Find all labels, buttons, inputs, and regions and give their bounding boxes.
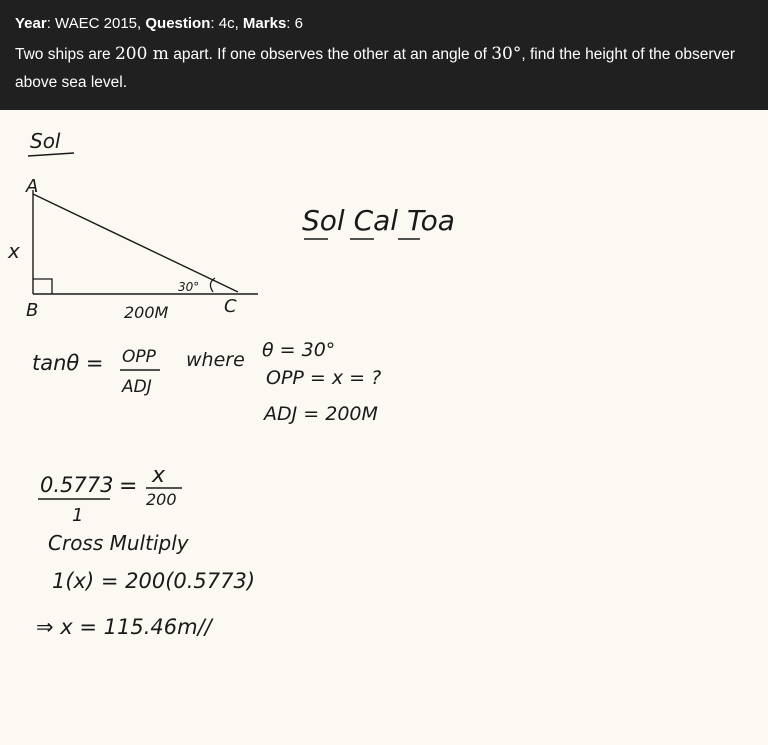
eq-lhs-denominator: 1 xyxy=(72,505,84,526)
question-value: 4c xyxy=(218,15,235,32)
question-post: , find the height of the observer above sea level. xyxy=(15,46,736,91)
angle-label: 30° xyxy=(178,280,200,294)
vertex-b-label: B xyxy=(26,300,39,321)
eq-rhs-denominator: 200 xyxy=(146,490,177,509)
handwritten-solution xyxy=(0,110,768,740)
step-line: 1(x) = 200(0.5773) xyxy=(52,569,256,593)
whiteboard xyxy=(0,110,768,740)
right-angle-marker xyxy=(33,279,52,294)
question-distance: 200 m xyxy=(114,44,169,64)
where-theta: θ = 30° xyxy=(262,339,336,361)
answer-line: ⇒ x = 115.46m// xyxy=(36,615,212,639)
question-mid: apart. If one observes the other at an angle of xyxy=(168,46,492,63)
year-value: WAEC 2015 xyxy=(55,15,138,32)
sol-heading: Sol xyxy=(30,129,61,153)
where-label: where xyxy=(186,349,245,371)
eq-lhs-numerator: 0.5773 xyxy=(40,473,114,497)
year-label: Year xyxy=(15,15,47,32)
triangle-hypotenuse xyxy=(33,194,238,292)
where-opp: OPP = x = ? xyxy=(266,367,382,389)
cross-multiply-label: Cross Multiply xyxy=(48,531,189,555)
soh-cah-toa: Sol Cal Toa xyxy=(302,204,455,237)
eq-sign: = xyxy=(119,474,138,499)
eq-rhs-numerator: x xyxy=(152,463,166,488)
tan-lhs: tanθ = xyxy=(32,351,104,375)
base-label: 200M xyxy=(124,303,169,322)
vertex-c-label: C xyxy=(224,296,237,317)
tan-numerator: OPP xyxy=(122,347,156,367)
marks-value: 6 xyxy=(294,15,303,32)
vertex-a-label: A xyxy=(26,176,39,197)
question-meta: Year: WAEC 2015, Question: 4c, Marks: 6 xyxy=(15,15,303,32)
question-angle: 30° xyxy=(491,44,522,64)
sol-underline xyxy=(28,153,74,156)
side-x-label: x xyxy=(8,239,20,263)
tan-denominator: ADJ xyxy=(122,377,152,397)
marks-label: Marks xyxy=(242,15,287,32)
question-pre: Two ships are xyxy=(15,46,115,63)
question-text xyxy=(15,40,754,97)
where-adj: ADJ = 200M xyxy=(264,403,378,425)
question-header xyxy=(0,0,768,110)
question-label: Question xyxy=(145,15,211,32)
